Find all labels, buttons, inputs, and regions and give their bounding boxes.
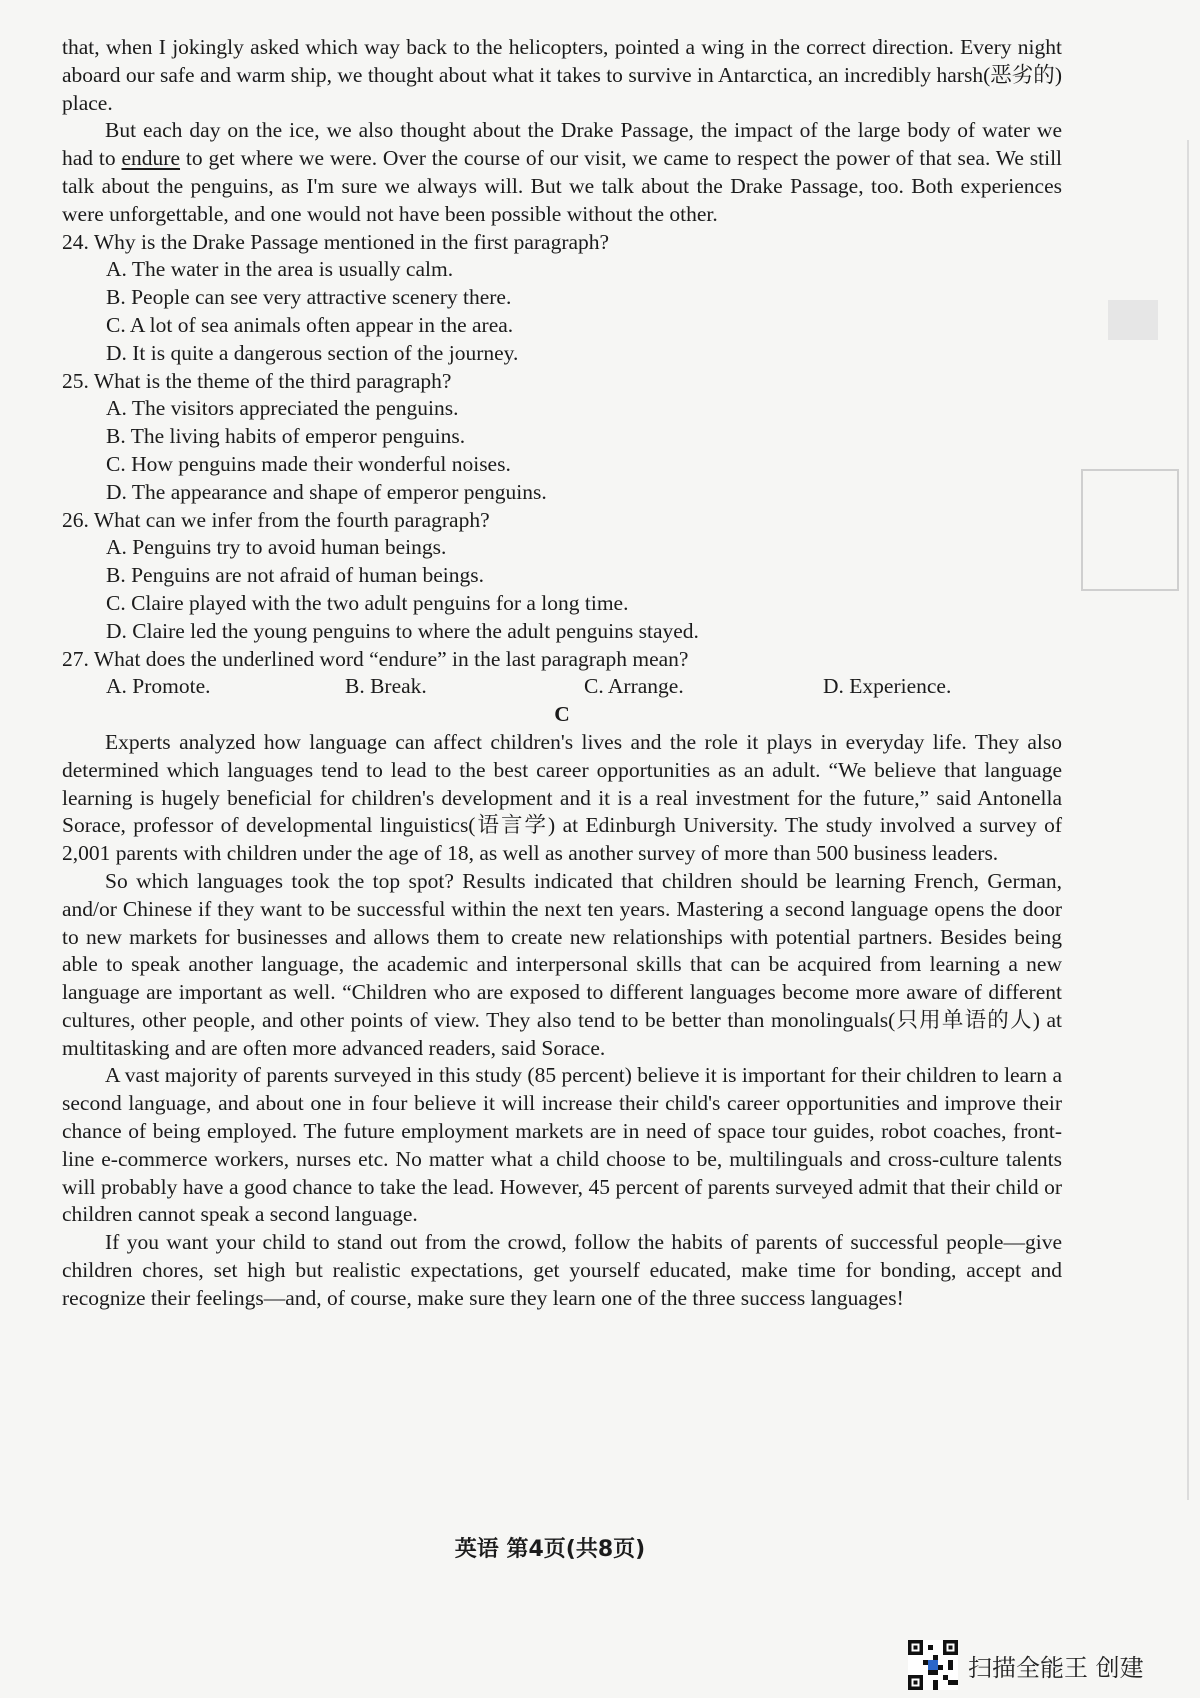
option: B. Break.	[345, 674, 427, 699]
section-c-paragraph: So which languages took the top spot? Results indicated that children should be learning French, German, and/or Chinese if they want to be successful within the next ten years. Mastering a second language opens the door to new markets for businesses and allows them to create new relationships with potential partners. Besides being able to speak another language, the academic and interpersonal skills that can be acquired from learning a new language are important as well. “Children who are exposed to different languages become more aware of different cultures, other people, and other points of view. They also tend to be better than monolinguals(只用单语的人) at multitasking and are often more advanced readers, said Sorace.	[62, 868, 1062, 1060]
passage-b-continuation: that, when I jokingly asked which way back to the helicopters, pointed a wing in the correct direction. Every night aboard our safe and warm ship, we thought about what it takes to survive in Antarctica, an incredibly harsh(恶劣的) place.	[62, 35, 1062, 115]
option: C. Arrange.	[584, 674, 684, 699]
page-edge-bleed	[1078, 0, 1200, 1698]
option-row	[106, 673, 1062, 701]
option: B. Penguins are not afraid of human beings.	[106, 563, 484, 588]
option: A. Penguins try to avoid human beings.	[106, 535, 447, 560]
page-footer: 英语 第4页(共8页)	[454, 1537, 646, 1562]
question-stem: 26. What can we infer from the fourth paragraph?	[62, 507, 490, 532]
option: D. It is quite a dangerous section of the journey.	[106, 340, 519, 365]
qr-code-icon	[908, 1640, 958, 1690]
question-24	[62, 229, 1062, 368]
question-25	[62, 368, 1062, 507]
watermark-text: 扫描全能王 创建	[968, 1653, 1144, 1682]
question-27	[62, 646, 1062, 702]
question-stem: 25. What is the theme of the third paragraph?	[62, 368, 452, 393]
option: B. The living habits of emperor penguins.	[106, 424, 466, 449]
option: C. How penguins made their wonderful noises.	[106, 451, 511, 476]
option: C. Claire played with the two adult penguins for a long time.	[106, 590, 629, 615]
option: D. The appearance and shape of emperor penguins.	[106, 479, 547, 504]
option: C. A lot of sea animals often appear in the area.	[106, 312, 514, 337]
question-stem: 27. What does the underlined word “endure” in the last paragraph mean?	[62, 646, 689, 671]
option: B. People can see very attractive scenery there.	[106, 285, 512, 310]
section-c-paragraph: A vast majority of parents surveyed in this study (85 percent) believe it is important for their children to learn a second language, and about one in four believe it will increase their child's career opportunities and improve their chance of being employed. The future employment markets are in need of space tour guides, robot coaches, front-line e-commerce workers, nurses etc. No matter what a child choose to be, multilinguals and cross-culture talents will probably have a good chance to take the lead. However, 45 percent of parents surveyed admit that their child or children cannot speak a second language.	[62, 1063, 1062, 1227]
exam-page	[62, 34, 1062, 1313]
question-26	[62, 507, 1062, 646]
option: A. The visitors appreciated the penguins.	[106, 396, 459, 421]
section-c-paragraph: Experts analyzed how language can affect children's lives and the role it plays in everyday life. They also determined which languages tend to lead to the best career opportunities as an adult. “We believe that language learning is hugely beneficial for children's development and it is a real investment for the future,” said Antonella Sorace, professor of developmental linguistics(语言学) at Edinburgh University. The study involved a survey of 2,001 parents with children under the age of 18, as well as another survey of more than 500 business leaders.	[62, 729, 1062, 866]
option: A. Promote.	[106, 674, 211, 699]
option: D. Experience.	[823, 674, 952, 699]
option: A. The water in the area is usually calm.	[106, 257, 454, 282]
section-heading: C	[554, 702, 570, 727]
underlined-word: endure	[121, 146, 181, 171]
question-stem: 24. Why is the Drake Passage mentioned in the first paragraph?	[62, 229, 610, 254]
section-c-paragraph: If you want your child to stand out from the crowd, follow the habits of parents of successful people—give children chores, set high but realistic expectations, get yourself educated, make time for bonding, accept and recognize their feelings—and, of course, make sure they learn one of the three success languages!	[62, 1230, 1062, 1310]
option: D. Claire led the young penguins to where the adult penguins stayed.	[106, 618, 699, 643]
passage-b-last-paragraph: But each day on the ice, we also thought about the Drake Passage, the impact of the large body of water we had to endure to get where we were. Over the course of our visit, we came to respect the power of that sea. We still talk about the penguins, as I'm sure we always will. But we talk about the Drake Passage, too. Both experiences were unforgettable, and one would not have been possible without the other.	[62, 118, 1063, 226]
